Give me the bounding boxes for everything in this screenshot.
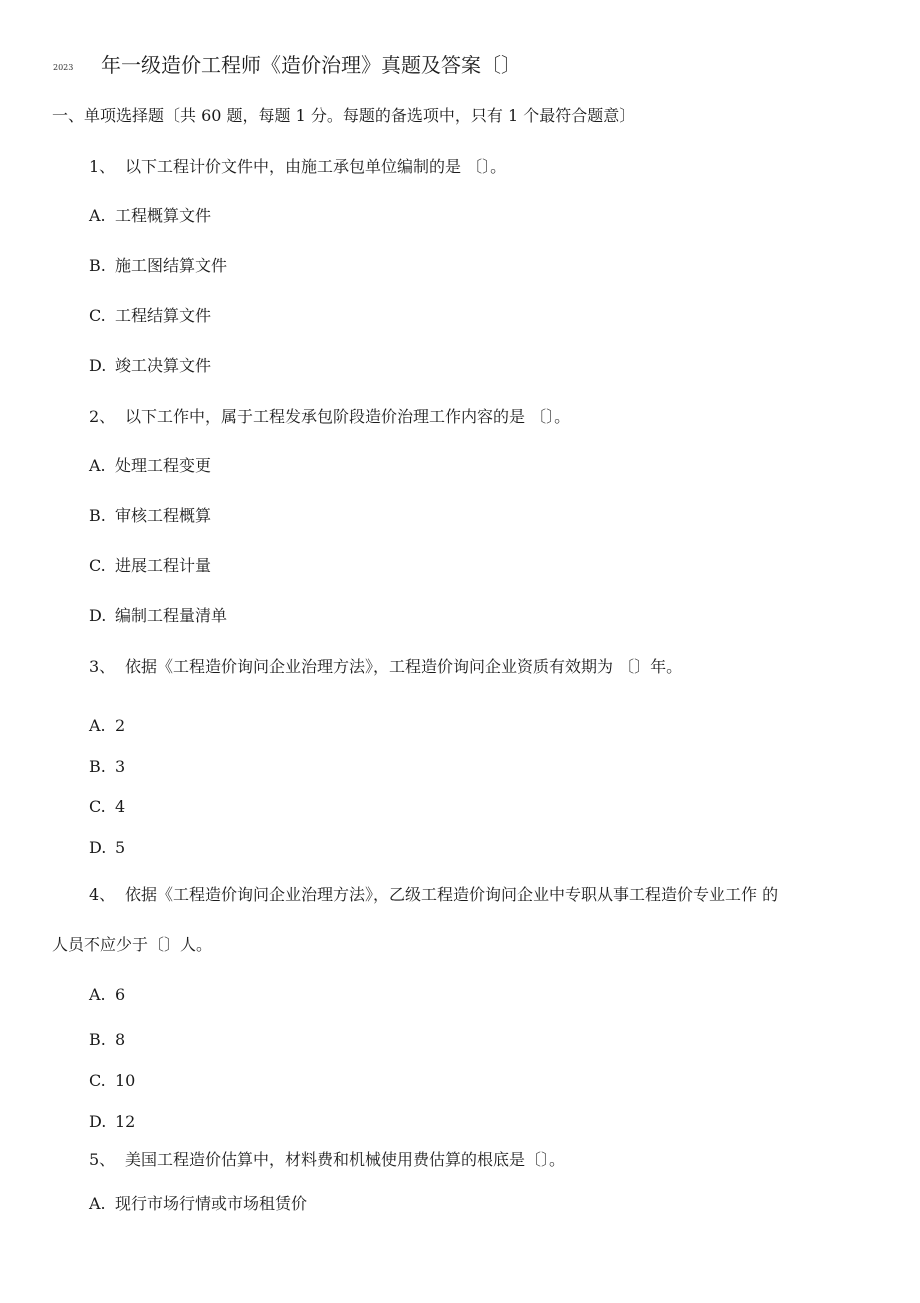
q4-option-c: [89, 1071, 135, 1091]
q3-option-a: [89, 716, 125, 736]
option-text: 现行市场行情或市场租赁价: [115, 1194, 308, 1213]
option-letter: B.: [89, 1030, 106, 1049]
q5-option-a: [89, 1194, 307, 1214]
q4-option-d: [89, 1112, 135, 1132]
option-letter: C.: [89, 556, 106, 575]
option-letter: C.: [89, 1071, 106, 1090]
question-text: 以下工作中，属于工程发承包阶段造价治理工作内容的是 〔〕。: [125, 407, 571, 426]
option-text: 工程概算文件: [115, 206, 212, 225]
title-year: 2023: [53, 63, 74, 72]
option-text: 工程结算文件: [115, 306, 212, 325]
option-letter: C.: [89, 797, 106, 816]
option-text: 5: [115, 838, 126, 857]
q4-option-a: [89, 985, 125, 1005]
question-text: 依据《工程造价询问企业治理方法》，乙级工程造价询问企业中专职从事工程造价专业工作 的: [125, 885, 779, 904]
question-text: 美国工程造价估算中，材料费和机械使用费估算的根底是〔〕。: [125, 1150, 566, 1169]
option-text: 4: [115, 797, 126, 816]
option-letter: B.: [89, 757, 106, 776]
question-number: 2、: [89, 407, 116, 426]
option-text: 编制工程量清单: [115, 606, 228, 625]
question-1: [89, 157, 506, 177]
question-5: [89, 1150, 565, 1170]
option-letter: A.: [89, 1194, 106, 1213]
question-4-continuation: 人员不应少于〔〕人。: [52, 935, 213, 954]
question-text: 依据《工程造价询问企业治理方法》，工程造价询问企业资质有效期为 〔〕年。: [125, 657, 683, 676]
question-number: 3、: [89, 657, 116, 676]
option-letter: A.: [89, 985, 106, 1004]
option-letter: C.: [89, 306, 106, 325]
q2-option-a: [89, 456, 211, 476]
q1-option-d: [89, 356, 211, 376]
option-text: 2: [115, 716, 126, 735]
section-heading: 一、单项选择题〔共 60 题，每题 1 分。每题的备选项中，只有 1 个最符合题意〕: [52, 106, 636, 125]
q1-option-c: [89, 306, 211, 326]
option-letter: A.: [89, 716, 106, 735]
question-3: [89, 657, 682, 677]
option-text: 12: [115, 1112, 136, 1131]
option-text: 施工图结算文件: [115, 256, 228, 275]
question-2: [89, 407, 570, 427]
option-text: 审核工程概算: [115, 506, 212, 525]
option-text: 进展工程计量: [115, 556, 212, 575]
option-letter: D.: [89, 606, 107, 625]
q2-option-d: [89, 606, 227, 626]
q2-option-b: [89, 506, 211, 526]
option-letter: D.: [89, 838, 107, 857]
question-number: 4、: [89, 885, 116, 904]
option-letter: B.: [89, 506, 106, 525]
option-letter: A.: [89, 206, 106, 225]
q3-option-b: [89, 757, 125, 777]
q2-option-c: [89, 556, 211, 576]
question-number: 5、: [89, 1150, 116, 1169]
option-letter: D.: [89, 356, 107, 375]
page-title: 年一级造价工程师《造价治理》真题及答案〔〕: [101, 53, 521, 77]
q1-option-b: [89, 256, 227, 276]
question-text: 以下工程计价文件中，由施工承包单位编制的是 〔〕。: [125, 157, 507, 176]
option-text: 6: [115, 985, 126, 1004]
option-letter: B.: [89, 256, 106, 275]
option-text: 竣工决算文件: [115, 356, 212, 375]
q3-option-d: [89, 838, 125, 858]
q3-option-c: [89, 797, 125, 817]
option-text: 3: [115, 757, 126, 776]
option-text: 10: [115, 1071, 136, 1090]
question-number: 1、: [89, 157, 116, 176]
option-text: 处理工程变更: [115, 456, 212, 475]
q4-option-b: [89, 1030, 125, 1050]
q1-option-a: [89, 206, 211, 226]
option-letter: A.: [89, 456, 106, 475]
option-text: 8: [115, 1030, 126, 1049]
question-4: [89, 885, 778, 905]
option-letter: D.: [89, 1112, 107, 1131]
